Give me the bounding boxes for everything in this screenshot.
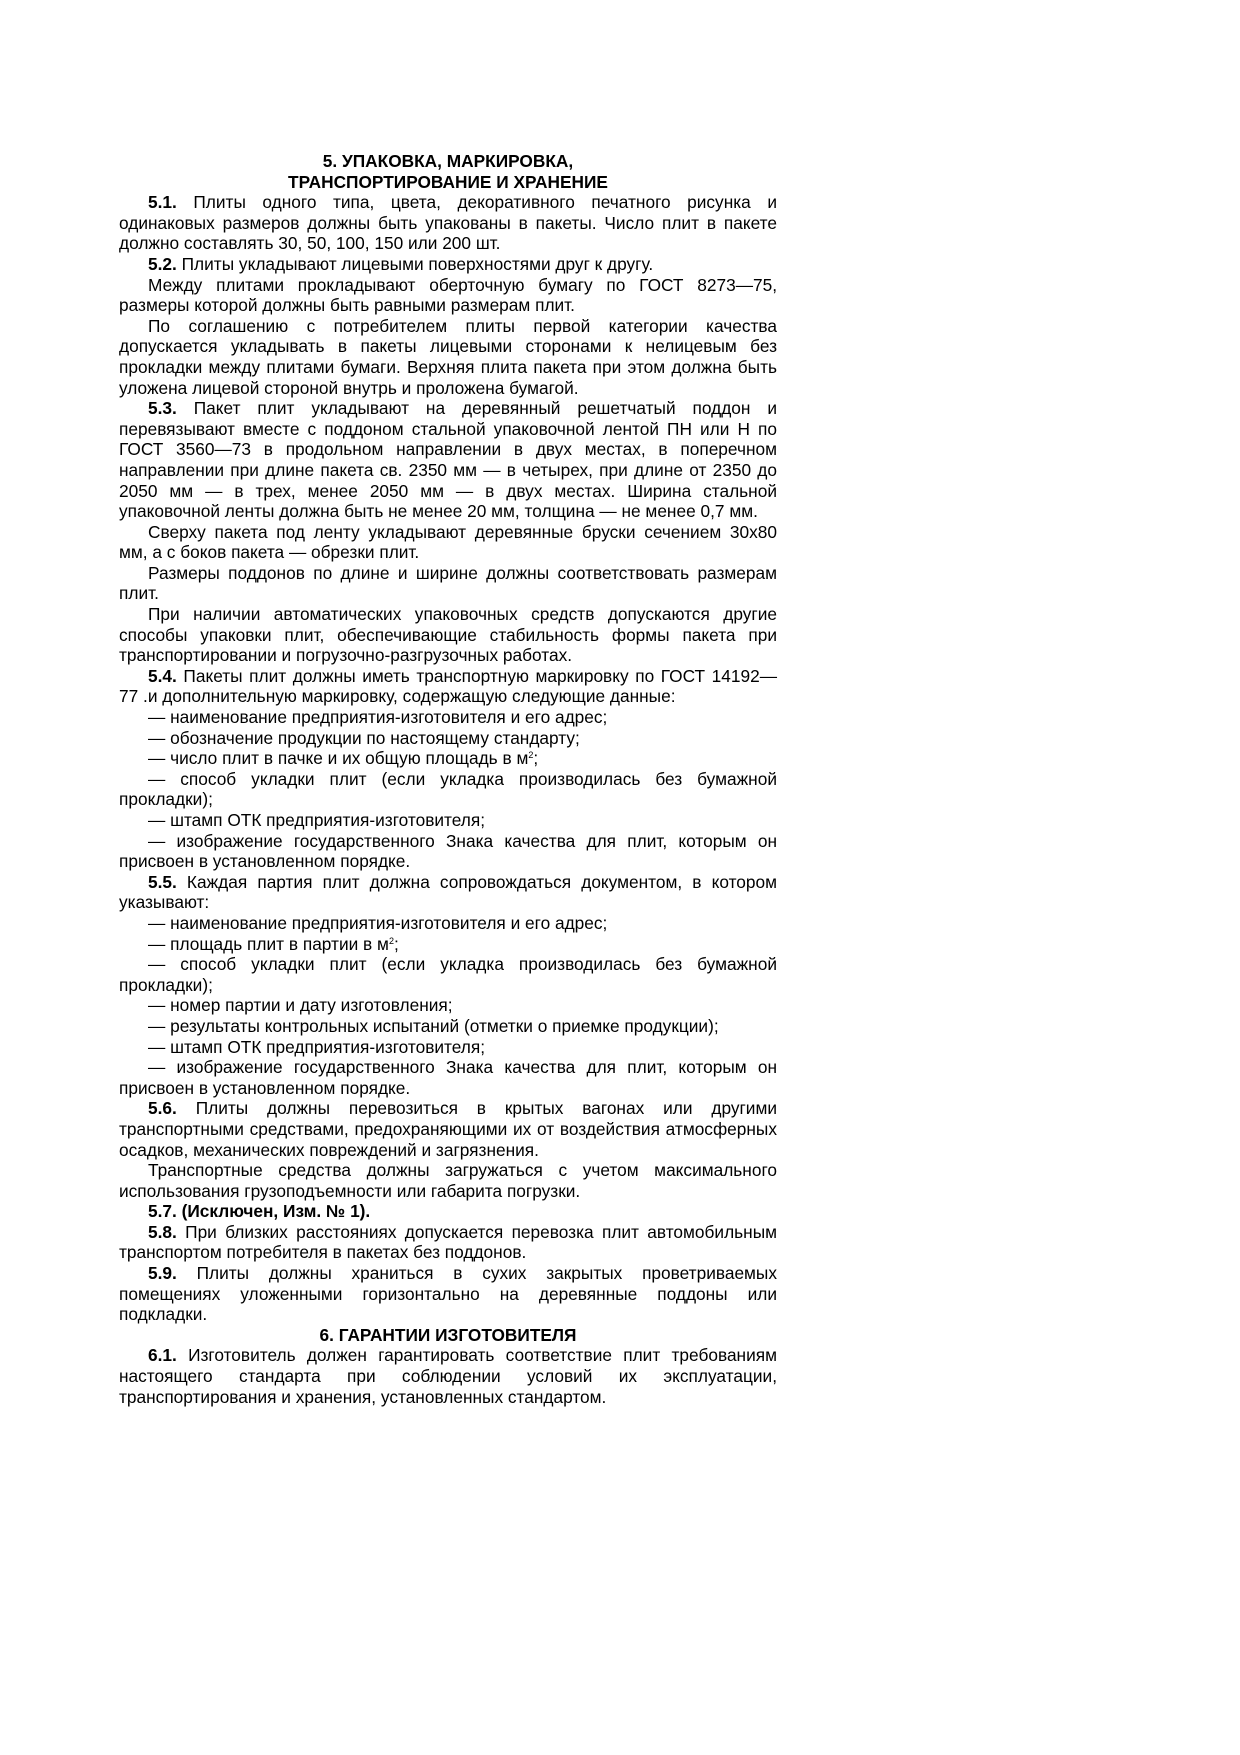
paragraph-text: — штамп ОТК предприятия-изготовителя; — [148, 810, 486, 830]
paragraph-text: При близких расстояниях допускается перевозка плит автомобильным транспортом потребителя в пакетах без поддонов. — [119, 1221, 777, 1263]
paragraph — [119, 872, 777, 913]
paragraph — [119, 1263, 777, 1325]
section-5-title-line2: ТРАНСПОРТИРОВАНИЕ И ХРАНЕНИЕ — [288, 171, 608, 192]
clause-number: 5.2. — [148, 253, 177, 274]
paragraph — [119, 316, 777, 398]
paragraph-text: — способ укладки плит (если укладка производилась без бумажной прокладки); — [119, 954, 777, 995]
superscript: 2 — [528, 750, 534, 761]
paragraph — [119, 563, 777, 604]
paragraph — [119, 728, 777, 749]
paragraph-text: При наличии автоматических упаковочных средств допускаются другие способы упаковки плит, обеспечивающие стабильность формы пакета при транспортировании и погрузочно-разгрузочных работах. — [119, 604, 777, 666]
paragraph-text: Плиты укладывают лицевыми поверхностями друг к другу. — [176, 253, 654, 274]
paragraph — [119, 522, 777, 563]
paragraph — [119, 769, 777, 810]
paragraph — [119, 934, 777, 955]
clause-number: 5.3. — [148, 398, 177, 419]
paragraph-text: — число плит в пачке и их общую площадь в м — [148, 748, 529, 769]
section-5-heading — [119, 151, 777, 192]
clause-number: 5.6. — [148, 1098, 177, 1119]
section-6-heading: 6. ГАРАНТИИ ИЗГОТОВИТЕЛЯ — [319, 1324, 577, 1345]
paragraph-text: Плиты должны храниться в сухих закрытых проветриваемых помещениях уложенными горизонтально на деревянные поддоны или подкладки. — [119, 1263, 777, 1325]
clause-number: 5.9. — [148, 1263, 177, 1284]
paragraph-text: Транспортные средства должны загружаться с учетом максимального использования грузоподъемности или габарита погрузки. — [119, 1160, 777, 1201]
paragraph-text: — изображение государственного Знака качества для плит, которым он присвоен в установленном порядке. — [119, 1057, 777, 1098]
paragraph — [119, 192, 777, 254]
paragraph-text: Плиты одного типа, цвета, декоративного печатного рисунка и одинаковых размеров должны быть упакованы в пакеты. Число плит в пакете должно составлять 30, 50, 100, 150 или 200 шт. — [119, 192, 777, 254]
paragraph — [119, 1016, 777, 1037]
paragraph-text: Плиты должны перевозиться в крытых вагонах или другими транспортными средствами, предохраняющими их от воздействия атмосферных осадков, механических повреждений и загрязнения. — [119, 1098, 777, 1160]
paragraph-text: Пакеты плит должны иметь транспортную маркировку по ГОСТ 14192—77 .и дополнительную маркировку, содержащую следующие данные: — [119, 665, 777, 707]
paragraph-text: — площадь плит в партии в м — [148, 933, 389, 954]
paragraph — [119, 666, 777, 707]
paragraph-text: Размеры поддонов по длине и ширине должны соответствовать размерам плит. — [119, 562, 777, 604]
paragraph-tail: ; — [533, 748, 539, 769]
clause-number: 5.8. — [148, 1221, 177, 1242]
paragraph-text: — наименование предприятия-изготовителя и его адрес; — [148, 912, 608, 933]
paragraph — [119, 810, 777, 831]
paragraph-tail: ; — [393, 933, 399, 954]
paragraph-text: По соглашению с потребителем плиты первой категории качества допускается укладывать в пакеты лицевыми сторонами к нелицевым без прокладки между плитами бумаги. Верхняя плита пакета при этом должна быть уложена лицевой стороной внутрь и проложена бумагой. — [119, 315, 777, 398]
clause-number: 5.5. — [148, 871, 177, 892]
paragraph — [119, 954, 777, 995]
paragraph — [119, 831, 777, 872]
paragraph — [119, 1345, 777, 1407]
paragraph — [119, 604, 777, 666]
paragraph-text: — изображение государственного Знака качества для плит, которым он присвоен в установленном порядке. — [119, 830, 777, 872]
text-column — [119, 151, 777, 1407]
paragraph-text: — номер партии и дату изготовления; — [148, 995, 453, 1016]
paragraph-text: — способ укладки плит (если укладка производилась без бумажной прокладки); — [119, 768, 777, 810]
section-5-title-line1: 5. УПАКОВКА, МАРКИРОВКА, — [322, 151, 574, 171]
paragraph — [119, 1098, 777, 1160]
paragraph — [119, 1201, 777, 1222]
superscript: 2 — [388, 935, 394, 946]
paragraph — [119, 398, 777, 522]
paragraph — [119, 275, 777, 316]
paragraph-text: — обозначение продукции по настоящему стандарту; — [148, 727, 580, 748]
paragraph — [119, 1037, 777, 1058]
paragraph-text: — наименование предприятия-изготовителя и его адрес; — [148, 707, 608, 728]
clause-number: 6.1. — [148, 1345, 177, 1366]
paragraph — [119, 748, 777, 769]
paragraph-text: Пакет плит укладывают на деревянный решетчатый поддон и перевязывают вместе с поддоном стальной упаковочной лентой ПН или Н по ГОСТ 3560—73 в продольном направлении в двух местах, в поперечном направлении при длине пакета св. 2350 мм — в четырех, при длине от 2350 до 2050 мм — в трех, менее 2050 мм — в двух местах. Ширина стальной упаковочной ленты должна быть не менее 20 мм, толщина — не менее 0,7 мм. — [119, 398, 777, 522]
paragraph-text: Изготовитель должен гарантировать соответствие плит требованиям настоящего стандарта при соблюдении условий их эксплуатации, транспортирования и хранения, установленных стандартом. — [119, 1345, 777, 1407]
clause-number: 5.1. — [148, 192, 177, 213]
paragraph — [119, 1160, 777, 1201]
paragraph-text: Каждая партия плит должна сопровождаться документом, в котором указывают: — [119, 871, 777, 913]
clause-number: 5.4. — [148, 665, 177, 686]
paragraph — [119, 1057, 777, 1098]
paragraph-text: Сверху пакета под ленту укладывают деревянные бруски сечением 30x80 мм, а с боков пакета — обрезки плит. — [119, 521, 777, 563]
clause-number: 5.7. (Исключен, Изм. № 1). — [148, 1201, 371, 1222]
section-6-body — [119, 1345, 777, 1407]
paragraph — [119, 707, 777, 728]
paragraph-text: — штамп ОТК предприятия-изготовителя; — [148, 1036, 486, 1057]
paragraph — [119, 254, 777, 275]
paragraph-text: — результаты контрольных испытаний (отметки о приемке продукции); — [148, 1015, 719, 1036]
paragraph-text: Между плитами прокладывают оберточную бумагу по ГОСТ 8273—75, размеры которой должны быть равными размерам плит. — [119, 274, 777, 316]
paragraph — [119, 1222, 777, 1263]
paragraph — [119, 913, 777, 934]
paragraph — [119, 995, 777, 1016]
section-5-body — [119, 192, 777, 1325]
